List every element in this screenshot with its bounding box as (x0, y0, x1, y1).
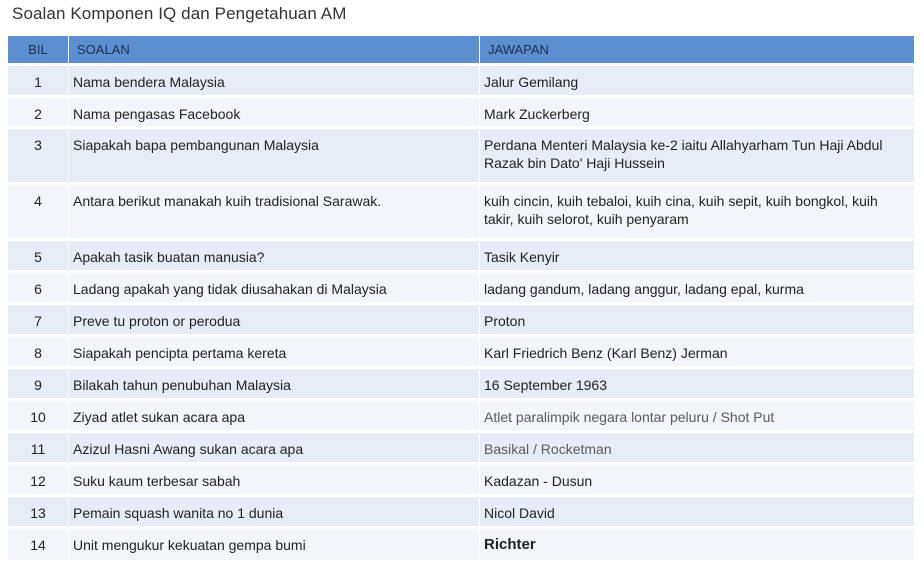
table-row (8, 302, 914, 334)
cell-jawapan: Tasik Kenyir (480, 238, 914, 270)
cell-bil: 9 (8, 366, 69, 398)
cell-jawapan: Mark Zuckerberg (480, 95, 914, 126)
cell-bil: 13 (8, 494, 69, 526)
cell-soalan: Azizul Hasni Awang sukan acara apa (69, 430, 480, 462)
table-row (8, 238, 914, 270)
cell-jawapan: Basikal / Rocketman (480, 430, 914, 462)
cell-bil: 6 (8, 270, 69, 302)
cell-soalan: Ladang apakah yang tidak diusahakan di Malaysia (69, 270, 480, 302)
cell-bil: 4 (8, 182, 69, 238)
cell-soalan: Antara berikut manakah kuih tradisional Sarawak. (69, 182, 480, 238)
table-row (8, 126, 914, 182)
table-row (8, 526, 914, 560)
cell-soalan: Suku kaum terbesar sabah (69, 462, 480, 494)
cell-jawapan: Proton (480, 302, 914, 334)
table-row (8, 270, 914, 302)
cell-soalan: Siapakah bapa pembangunan Malaysia (69, 126, 480, 182)
cell-jawapan: Atlet paralimpik negara lontar peluru / Shot Put (480, 398, 914, 430)
cell-soalan: Ziyad atlet sukan acara apa (69, 398, 480, 430)
cell-jawapan: ladang gandum, ladang anggur, ladang epal, kurma (480, 270, 914, 302)
qa-table (8, 36, 914, 560)
cell-jawapan: kuih cincin, kuih tebaloi, kuih cina, kuih sepit, kuih bongkol, kuih takir, kuih selorot, kuih penyaram (480, 182, 914, 238)
cell-soalan: Apakah tasik buatan manusia? (69, 238, 480, 270)
table-row (8, 334, 914, 366)
cell-jawapan: Nicol David (480, 494, 914, 526)
cell-bil: 2 (8, 95, 69, 126)
cell-bil: 14 (8, 526, 69, 560)
cell-soalan: Preve tu proton or perodua (69, 302, 480, 334)
cell-jawapan: 16 September 1963 (480, 366, 914, 398)
cell-bil: 11 (8, 430, 69, 462)
cell-soalan: Bilakah tahun penubuhan Malaysia (69, 366, 480, 398)
cell-soalan: Nama bendera Malaysia (69, 63, 480, 95)
cell-jawapan: Richter (480, 526, 914, 560)
cell-bil: 7 (8, 302, 69, 334)
table-row (8, 182, 914, 238)
header-soalan: SOALAN (69, 36, 480, 63)
table-header-row (8, 36, 914, 63)
table-row (8, 95, 914, 126)
cell-soalan: Nama pengasas Facebook (69, 95, 480, 126)
table-row (8, 398, 914, 430)
table-row (8, 366, 914, 398)
cell-bil: 8 (8, 334, 69, 366)
cell-jawapan: Jalur Gemilang (480, 63, 914, 95)
cell-soalan: Siapakah pencipta pertama kereta (69, 334, 480, 366)
cell-bil: 3 (8, 126, 69, 182)
cell-bil: 12 (8, 462, 69, 494)
table-row (8, 430, 914, 462)
cell-jawapan: Perdana Menteri Malaysia ke-2 iaitu Allahyarham Tun Haji Abdul Razak bin Dato' Haji Hussein (480, 126, 914, 182)
page-title: Soalan Komponen IQ dan Pengetahuan AM (12, 4, 347, 23)
cell-bil: 10 (8, 398, 69, 430)
cell-bil: 5 (8, 238, 69, 270)
header-jawapan: JAWAPAN (480, 36, 914, 63)
cell-jawapan: Karl Friedrich Benz (Karl Benz) Jerman (480, 334, 914, 366)
cell-soalan: Unit mengukur kekuatan gempa bumi (69, 526, 480, 560)
cell-bil: 1 (8, 63, 69, 95)
cell-soalan: Pemain squash wanita no 1 dunia (69, 494, 480, 526)
header-bil: BIL (8, 36, 69, 63)
table-row (8, 494, 914, 526)
table-row (8, 63, 914, 95)
cell-jawapan: Kadazan - Dusun (480, 462, 914, 494)
table-row (8, 462, 914, 494)
